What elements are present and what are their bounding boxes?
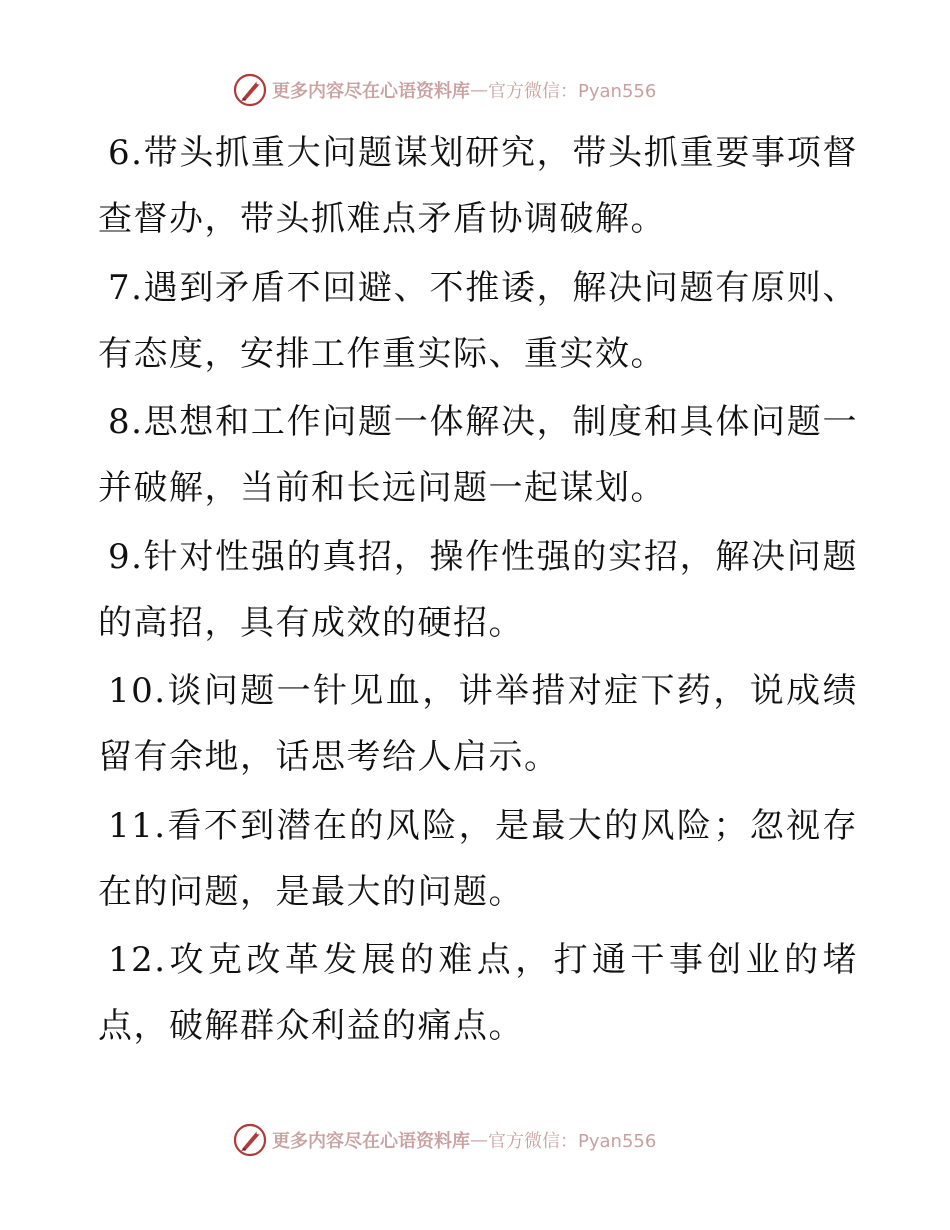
item-text: 攻克改革发展的难点，打通干事创业的堵点，破解群众利益的痛点。 bbox=[98, 940, 858, 1046]
watermark-contact-text: 官方微信：Pyan556 bbox=[488, 81, 657, 102]
watermark-dash: — bbox=[470, 79, 488, 101]
item-number: 12. bbox=[108, 940, 167, 980]
list-item bbox=[98, 120, 858, 252]
list-item bbox=[98, 389, 858, 521]
item-text: 带头抓重大问题谋划研究，带头抓重要事项督查督办，带头抓难点矛盾协调破解。 bbox=[98, 133, 858, 239]
list-item bbox=[98, 658, 858, 790]
item-number: 7. bbox=[108, 267, 144, 308]
watermark-brand-text: 更多内容尽在心语资料库 bbox=[272, 1131, 470, 1152]
watermark-brand-text: 更多内容尽在心语资料库 bbox=[272, 81, 470, 102]
item-number: 6. bbox=[108, 133, 144, 173]
watermark-contact-text: 官方微信：Pyan556 bbox=[488, 1131, 657, 1152]
item-number: 8. bbox=[108, 402, 144, 442]
item-number: 11. bbox=[108, 805, 167, 846]
quill-pen-logo-icon bbox=[232, 1122, 268, 1158]
list-item bbox=[98, 524, 858, 656]
item-number: 10. bbox=[108, 671, 167, 711]
quill-pen-logo-icon bbox=[232, 72, 268, 108]
item-text: 思想和工作问题一体解决，制度和具体问题一并破解，当前和长远问题一起谋划。 bbox=[98, 402, 858, 508]
item-number: 9. bbox=[108, 536, 144, 577]
document-body bbox=[98, 120, 858, 1062]
header-watermark bbox=[232, 70, 732, 110]
list-item bbox=[98, 793, 858, 925]
item-text: 谈问题一针见血，讲举措对症下药，说成绩留有余地，话思考给人启示。 bbox=[98, 671, 858, 777]
list-item bbox=[98, 927, 858, 1059]
item-text: 针对性强的真招，操作性强的实招，解决问题的高招，具有成效的硬招。 bbox=[98, 536, 858, 643]
item-text: 遇到矛盾不回避、不推诿，解决问题有原则、有态度，安排工作重实际、重实效。 bbox=[98, 267, 858, 374]
watermark-dash: — bbox=[470, 1129, 488, 1151]
item-text: 看不到潜在的风险，是最大的风险；忽视存在的问题，是最大的问题。 bbox=[98, 805, 858, 912]
list-item bbox=[98, 255, 858, 387]
footer-watermark bbox=[232, 1120, 732, 1160]
